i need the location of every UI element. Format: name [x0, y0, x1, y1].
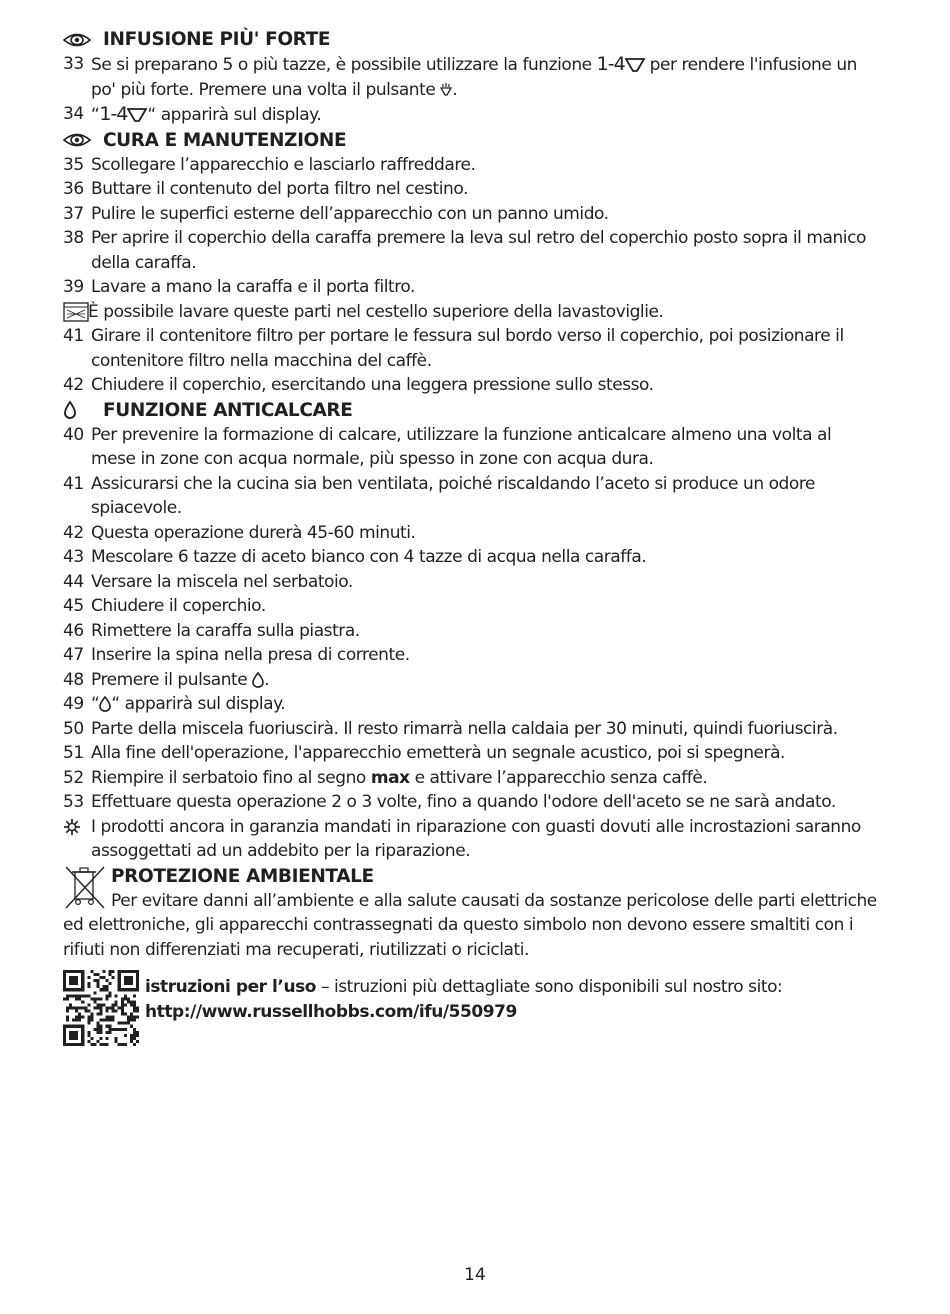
list-item: 41 Assicurarsi che la cucina sia ben ventilata, poiché riscaldando l’aceto si produce un odore spiacevole.: [63, 473, 816, 518]
water-drop-icon: [252, 672, 264, 688]
list-item: 38 Per aprire il coperchio della caraffa premere la leva sul retro del coperchio posto sopra il manico della caraffa.: [63, 228, 866, 273]
cup-icon: [127, 107, 147, 123]
list-item: 52 Riempire il serbatoio fino al segno max e attivare l’apparecchio senza caffè.: [63, 767, 708, 788]
section-heading-infusione: INFUSIONE PIÙ' FORTE: [63, 27, 878, 52]
list-item: 39 Lavare a mano la caraffa e il porta filtro.: [63, 277, 415, 297]
section-heading-ambiente: PROTEZIONE AMBIENTALE: [111, 865, 374, 887]
list-item: 36 Buttare il contenuto del porta filtro nel cestino.: [63, 179, 468, 199]
crossed-bin-icon: [63, 864, 107, 918]
list-item: 47 Inserire la spina nella presa di corrente.: [63, 645, 410, 665]
list-item: 33 Se si preparano 5 o più tazze, è possibile utilizzare la funzione 1-4 per rendere l'infusione un po' più forte. Premere una volta il pulsante .: [63, 53, 857, 100]
section-heading-anticalcare: FUNZIONE ANTICALCARE: [63, 398, 878, 423]
strength-symbol: 1-4: [597, 53, 645, 75]
environment-section: [63, 864, 878, 963]
dishwasher-icon: [63, 300, 91, 325]
water-drop-icon: [99, 696, 111, 712]
list-item: 42 Questa operazione durerà 45-60 minuti.: [63, 522, 416, 543]
list-item: 37 Pulire le superfici esterne dell’apparecchio con un panno umido.: [63, 203, 609, 224]
list-item: 48 Premere il pulsante .: [63, 669, 270, 690]
list-item: 44 Versare la miscela nel serbatoio.: [63, 571, 353, 592]
list-item: 50 Parte della miscela fuoriuscirà. Il resto rimarrà nella caldaia per 30 minuti, quindi fuoriuscirà.: [63, 718, 838, 739]
strong-brew-button-icon: [440, 82, 452, 97]
list-item: 46 Rimettere la caraffa sulla piastra.: [63, 620, 360, 641]
warranty-note: I prodotti ancora in garanzia mandati in riparazione con guasti dovuti alle incrostazioni saranno assoggettati ad un addebito per la riparazione.: [63, 815, 878, 864]
qr-code-icon: [63, 970, 139, 1046]
list-item: 45 Chiudere il coperchio.: [63, 596, 266, 616]
instructions-block: istruzioni per l’uso – istruzioni più dettagliate sono disponibili sul nostro sito: http://www.russellhobbs.com/ifu/550979: [63, 970, 878, 1046]
list-item: 40 Per prevenire la formazione di calcare, utilizzare la funzione anticalcare almeno una volta al mese in zone con acqua normale, più spesso in zone con acqua dura.: [63, 424, 832, 469]
list-item: 53 Effettuare questa operazione 2 o 3 volte, fino a quando l'odore dell'aceto se ne sarà andato.: [63, 792, 836, 812]
list-item: 42 Chiudere il coperchio, esercitando una leggera pressione sullo stesso.: [63, 375, 654, 395]
list-item: 34 “1-4 “ apparirà sul display.: [63, 103, 322, 125]
list-item: 35 Scollegare l’apparecchio e lasciarlo raffreddare.: [63, 154, 476, 175]
section-heading-cura: CURA E MANUTENZIONE: [63, 128, 878, 153]
water-drop-icon: [63, 401, 103, 419]
instructions-url-link[interactable]: http://www.russellhobbs.com/ifu/550979: [145, 1001, 517, 1022]
eye-icon: [63, 132, 103, 148]
list-item: 43 Mescolare 6 tazze di aceto bianco con 4 tazze di acqua nella caraffa.: [63, 547, 647, 567]
list-item: 49 “ “ apparirà sul display.: [63, 694, 286, 714]
environment-text: Per evitare danni all’ambiente e alla salute causati da sostanze pericolose delle parti elettriche ed elettroniche, gli apparecchi contrassegnati da questo simbolo non devono essere smaltiti con i rifiuti non differenziati ma recuperati, riutilizzati o riciclati.: [63, 890, 877, 960]
strength-symbol: 1-4: [99, 103, 147, 125]
list-item-dishwasher: È possibile lavare queste parti nel cestello superiore della lavastoviglie.: [63, 300, 878, 325]
cup-icon: [625, 57, 645, 73]
starburst-icon: [63, 815, 91, 840]
page-number: 14: [464, 1265, 486, 1285]
document-page: [63, 27, 878, 1046]
eye-icon: [63, 32, 103, 48]
list-item: 51 Alla fine dell'operazione, l'apparecchio emetterà un segnale acustico, poi si spegnerà.: [63, 743, 785, 763]
list-item: 41 Girare il contenitore filtro per portare le fessura sul bordo verso il coperchio, poi posizionare il contenitore filtro nella macchina del caffè.: [63, 326, 844, 371]
